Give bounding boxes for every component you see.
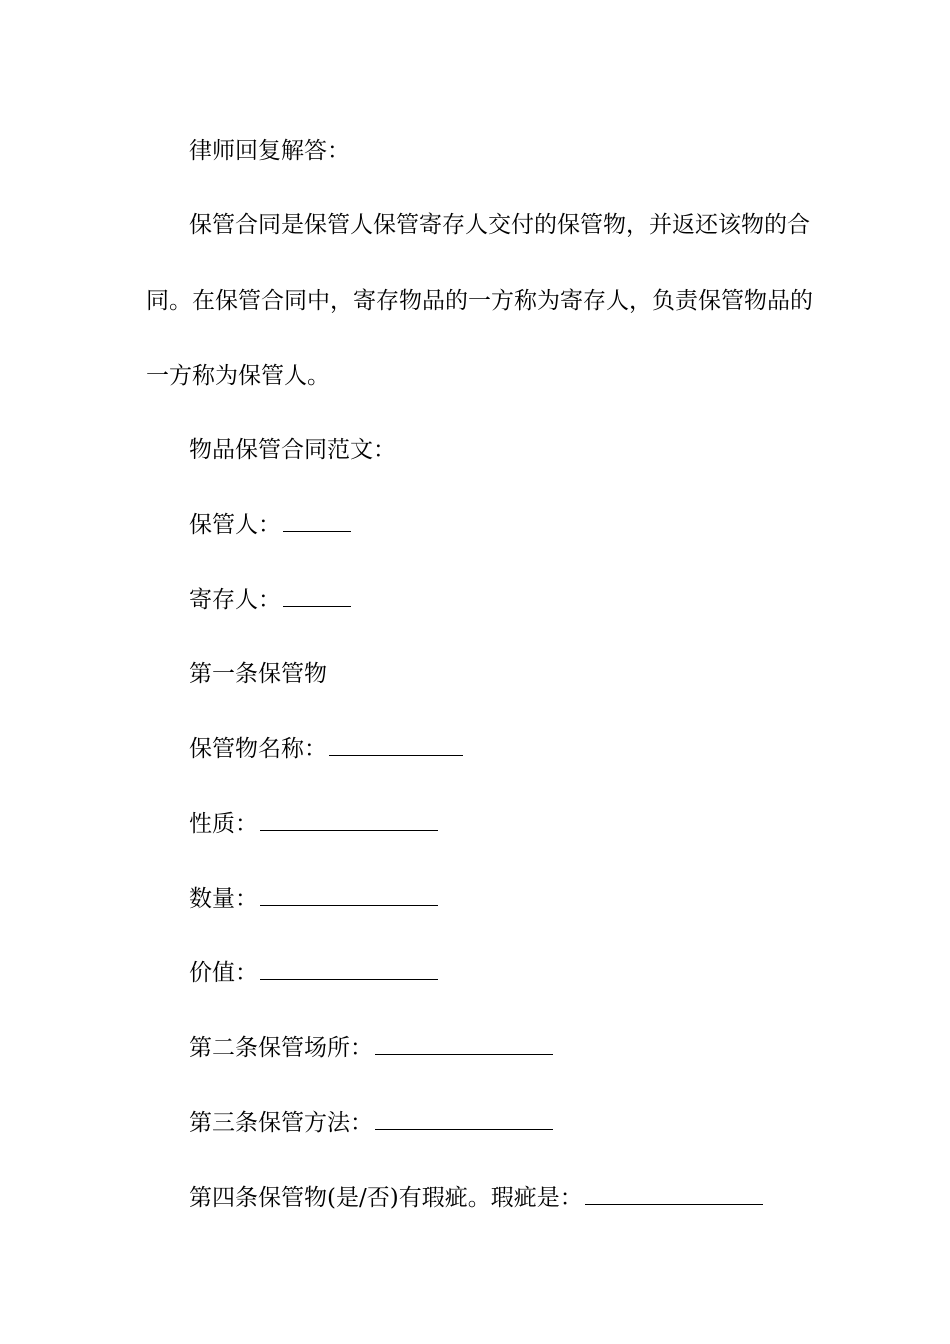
value-blank (260, 957, 438, 980)
lawyer-reply-heading-text: 律师回复解答： (189, 138, 350, 164)
custodian-field (189, 505, 849, 545)
depositor-label: 寄存人： (189, 587, 281, 613)
intro-line-2-text: 同。在保管合同中，寄存物品的一方称为寄存人，负责保管物品的 (146, 288, 813, 314)
article-3-blank (375, 1107, 553, 1130)
article-2-field (189, 1028, 849, 1068)
item-name-blank (329, 733, 463, 756)
nature-blank (260, 808, 438, 831)
article-4-field (189, 1178, 849, 1218)
item-name-label: 保管物名称： (189, 736, 327, 762)
intro-paragraph-line-1 (189, 205, 849, 245)
sample-heading-text: 物品保管合同范文： (189, 437, 396, 463)
depositor-blank (283, 584, 351, 607)
custodian-blank (283, 509, 351, 532)
item-name-field (189, 729, 849, 769)
article-2-label: 第二条保管场所： (189, 1035, 373, 1061)
article-1-title (189, 654, 849, 694)
depositor-field (189, 580, 849, 620)
sample-contract-heading (189, 430, 849, 470)
article-1-title-text: 第一条保管物 (189, 661, 327, 687)
value-field (189, 953, 849, 993)
value-label: 价值： (189, 960, 258, 986)
quantity-field (189, 879, 849, 919)
lawyer-reply-heading (189, 131, 849, 171)
nature-field (189, 804, 849, 844)
article-3-field (189, 1103, 849, 1143)
intro-line-1-text: 保管合同是保管人保管寄存人交付的保管物，并返还该物的合 (189, 212, 810, 238)
intro-paragraph-line-3 (146, 356, 806, 396)
article-3-label: 第三条保管方法： (189, 1110, 373, 1136)
article-4-blank (585, 1182, 763, 1205)
quantity-blank (260, 883, 438, 906)
quantity-label: 数量： (189, 886, 258, 912)
article-2-blank (375, 1032, 553, 1055)
article-4-label: 第四条保管物(是/否)有瑕疵。瑕疵是： (189, 1185, 583, 1211)
intro-line-3-text: 一方称为保管人。 (146, 363, 330, 389)
intro-paragraph-line-2 (146, 281, 813, 321)
custodian-label: 保管人： (189, 512, 281, 538)
nature-label: 性质： (189, 811, 258, 837)
